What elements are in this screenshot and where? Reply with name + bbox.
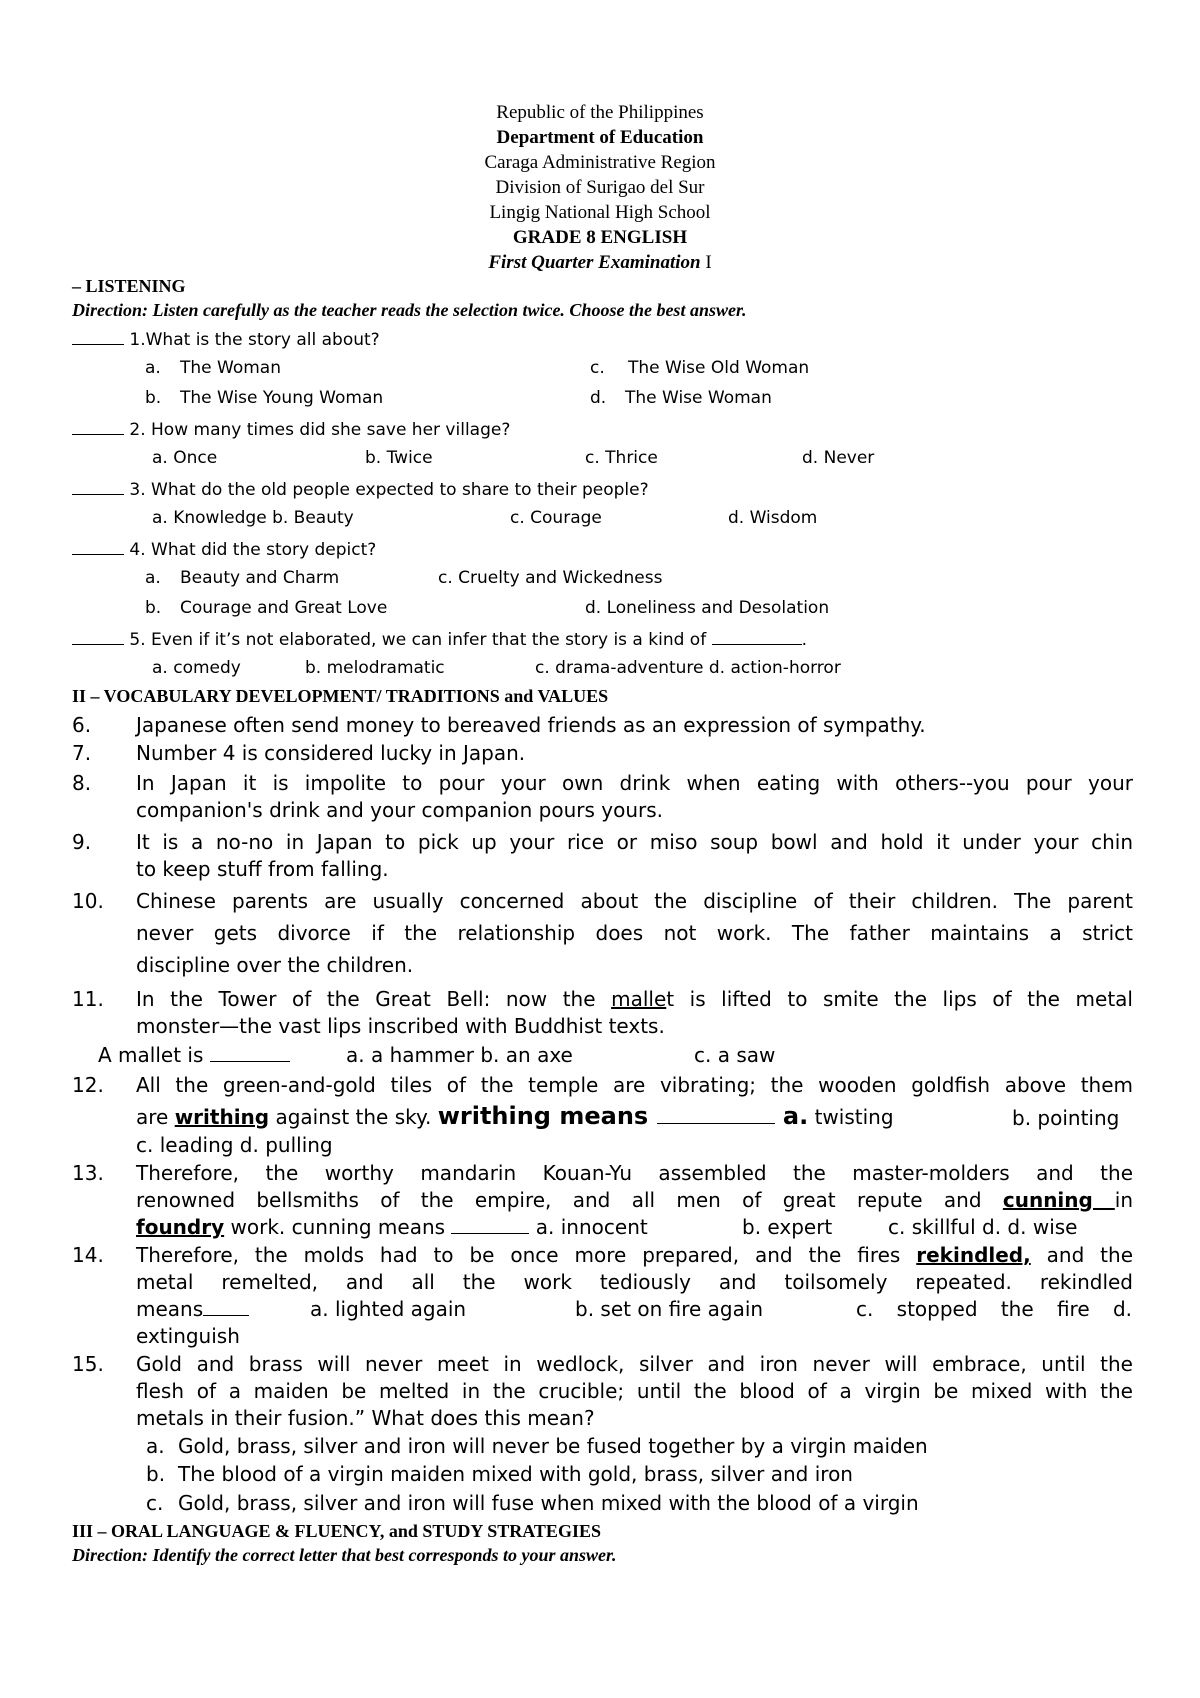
question-text: 5. Even if it’s not elaborated, we can infer that the story is a kind of [124,630,712,650]
item-13-line-2 [136,1188,1133,1212]
question-1 [72,328,380,350]
item-14-choice-b: b. set on fire again [575,1297,764,1321]
choice-1a-text: The Woman [180,358,281,378]
header-department: Department of Education [496,127,704,148]
choice-letter: a. [145,358,161,378]
item-11-question [98,1043,290,1067]
fill-blank[interactable] [210,1045,290,1062]
header-exam [0,250,1200,275]
question-text: 1.What is the story all about? [124,330,380,350]
choice-4a-text: Beauty and Charm [180,568,340,588]
question-text: 2. How many times did she save her village? [124,420,511,440]
answer-blank[interactable] [72,538,124,555]
choice-3c: c. Courage [510,508,602,528]
item-number: 10. [72,889,104,913]
fill-blank[interactable] [451,1217,529,1234]
item-15-choice-c-letter: c. [146,1491,164,1515]
item-11-line-2: monster—the vast lips inscribed with Buddhist texts. [136,1014,665,1038]
header-region: Caraga Administrative Region [484,152,716,173]
item-11-choice-c: c. a saw [694,1043,776,1067]
item-14-line-2: metal remelted, and all the work tediously and toilsomely repeated. rekindled [136,1270,1133,1294]
choice-2a: a. Once [152,448,218,468]
item-9-line-1: It is a no-no in Japan to pick up your rice or miso soup bowl and hold it under your chin [136,830,1133,854]
question-3 [72,478,649,500]
item-number: 7. [72,741,92,765]
item-number: 9. [72,830,92,854]
fill-blank[interactable] [712,628,802,645]
choice-4d: d. Loneliness and Desolation [585,598,830,618]
question-2 [72,418,510,440]
answer-blank[interactable] [72,628,124,645]
item-12-line-3: c. leading d. pulling [136,1133,333,1157]
choice-4a: a. [145,568,161,588]
question-text: 3. What do the old people expected to share to their people? [124,480,649,500]
text-segment: t is lifted to smite the lips of the metal [666,987,1133,1011]
item-10-line-2: never gets divorce if the relationship does not work. The father maintains a strict [136,921,1133,945]
choice-2d: d. Never [802,448,875,468]
choice-5b: b. melodramatic [305,658,445,678]
text-segment: work. cunning means [224,1215,452,1239]
section-listening-title: – LISTENING [72,276,186,296]
question-4 [72,538,376,560]
choice-3ab: a. Knowledge b. Beauty [152,508,354,528]
listening-direction: Direction: Listen carefully as the teacher reads the selection twice. Choose the best answer. [72,300,747,320]
choice-1c-text: The Wise Old Woman [628,358,810,378]
item-6-text: Japanese often send money to bereaved friends as an expression of sympathy. [136,713,926,737]
underlined-word: malle [611,987,667,1011]
fill-blank[interactable] [657,1107,775,1124]
choice-1b: b. [145,388,162,408]
item-15-line-2: flesh of a maiden be melted in the crucible; until the blood of a virgin be mixed with the [136,1379,1133,1403]
header-division: Division of Surigao del Sur [495,177,705,198]
section-oral-language-title: III – ORAL LANGUAGE & FLUENCY, and STUDY STRATEGIES [72,1521,601,1541]
item-15-choice-c-text: Gold, brass, silver and iron will fuse when mixed with the blood of a virgin [178,1491,919,1515]
item-13-choice-b: b. expert [742,1215,833,1239]
item-15-line-3: metals in their fusion.” What does this mean? [136,1406,595,1430]
item-14-choice-cd: c. stopped the fire d. [856,1297,1132,1321]
item-11-line-1 [136,987,1133,1011]
text-segment: are [136,1105,175,1129]
item-15-choice-b-text: The blood of a virgin maiden mixed with gold, brass, silver and iron [178,1462,853,1486]
header-school: Lingig National High School [489,202,711,223]
section-vocabulary-title: II – VOCABULARY DEVELOPMENT/ TRADITIONS and VALUES [72,686,609,706]
question-text: 4. What did the story depict? [124,540,377,560]
text-segment: against the sky. [269,1105,438,1129]
text-segment: and the [1030,1243,1133,1267]
text-segment: twisting [808,1105,894,1129]
item-13-line-1: Therefore, the worthy mandarin Kouan-Yu assembled the master-molders and the [136,1161,1133,1185]
answer-blank[interactable] [72,328,124,345]
underlined-word: writhing [174,1105,270,1129]
answer-blank[interactable] [72,418,124,435]
item-12-line-1: All the green-and-gold tiles of the temple are vibrating; the wooden goldfish above them [136,1073,1133,1097]
item-8-line-1: In Japan it is impolite to pour your own drink when eating with others--you pour your [136,771,1133,795]
header-republic: Republic of the Philippines [496,102,704,123]
item-number: 12. [72,1073,104,1097]
item-15-choice-b-letter: b. [146,1462,166,1486]
exam-suffix: I [700,252,712,273]
item-9-line-2: to keep stuff from falling. [136,857,389,881]
item-15-line-1: Gold and brass will never meet in wedlock, silver and iron never will embrace, until the [136,1352,1133,1376]
choice-4c: c. Cruelty and Wickedness [438,568,663,588]
item-12-line-2 [136,1102,894,1130]
item-10-line-1: Chinese parents are usually concerned about the discipline of their children. The parent [136,889,1133,913]
item-number: 14. [72,1243,104,1267]
question-end: . [801,630,807,650]
answer-blank[interactable] [72,478,124,495]
text-segment: a. innocent [529,1215,648,1239]
choice-1c: c. [590,358,605,378]
item-14-line-4: extinguish [136,1324,240,1348]
underlined-word: rekindled, [916,1243,1031,1267]
text-segment: in [1114,1188,1134,1212]
item-number: 8. [72,771,92,795]
choice-4b-text: Courage and Great Love [180,598,388,618]
text-segment: means [136,1297,204,1321]
choice-1d: d. [590,388,607,408]
header-grade: GRADE 8 ENGLISH [512,227,688,248]
exam-title: First Quarter Examination [488,252,701,273]
question-5 [72,628,807,650]
choice-3d: d. Wisdom [728,508,818,528]
choice-5a: a. comedy [152,658,241,678]
text-segment: In the Tower of the Great Bell: now the [136,987,612,1011]
choice-letter: a. [782,1102,809,1130]
underlined-word: foundry [136,1215,225,1239]
item-14-line-3 [136,1297,249,1321]
item-number: 13. [72,1161,104,1185]
text-segment: Therefore, the molds had to be once more prepared, and the fires [136,1243,917,1267]
text-segment: renowned bellsmiths of the empire, and all men of great repute and [136,1188,1003,1212]
choice-5cd: c. drama-adventure d. action-horror [535,658,841,678]
choice-1a [145,358,161,378]
item-14-line-1 [136,1243,1133,1267]
item-15-choice-a-letter: a. [146,1434,165,1458]
item-14-choice-a: a. lighted again [310,1297,467,1321]
item-number: 6. [72,713,92,737]
item-10-line-3: discipline over the children. [136,953,414,977]
text-segment: writhing means [437,1102,657,1130]
oral-language-direction: Direction: Identify the correct letter that best corresponds to your answer. [72,1545,617,1565]
underlined-word: cunning [1002,1188,1115,1212]
item-13-choice-cd: c. skillful d. d. wise [888,1215,1078,1239]
choice-2b: b. Twice [365,448,433,468]
item-number: 11. [72,987,104,1011]
item-7-text: Number 4 is considered lucky in Japan. [136,741,526,765]
item-11-choices-ab: a. a hammer b. an axe [346,1043,573,1067]
item-8-line-2: companion's drink and your companion pours yours. [136,798,664,822]
fill-blank[interactable] [203,1299,249,1316]
text-segment: A mallet is [98,1043,210,1067]
choice-1d-text: The Wise Woman [625,388,772,408]
item-15-choice-a-text: Gold, brass, silver and iron will never be fused together by a virgin maiden [178,1434,928,1458]
choice-1b-text: The Wise Young Woman [180,388,384,408]
choice-4b: b. [145,598,162,618]
item-number: 15. [72,1352,104,1376]
item-12-choice-b: b. pointing [1012,1106,1120,1130]
item-13-line-3 [136,1215,648,1239]
choice-2c: c. Thrice [585,448,658,468]
